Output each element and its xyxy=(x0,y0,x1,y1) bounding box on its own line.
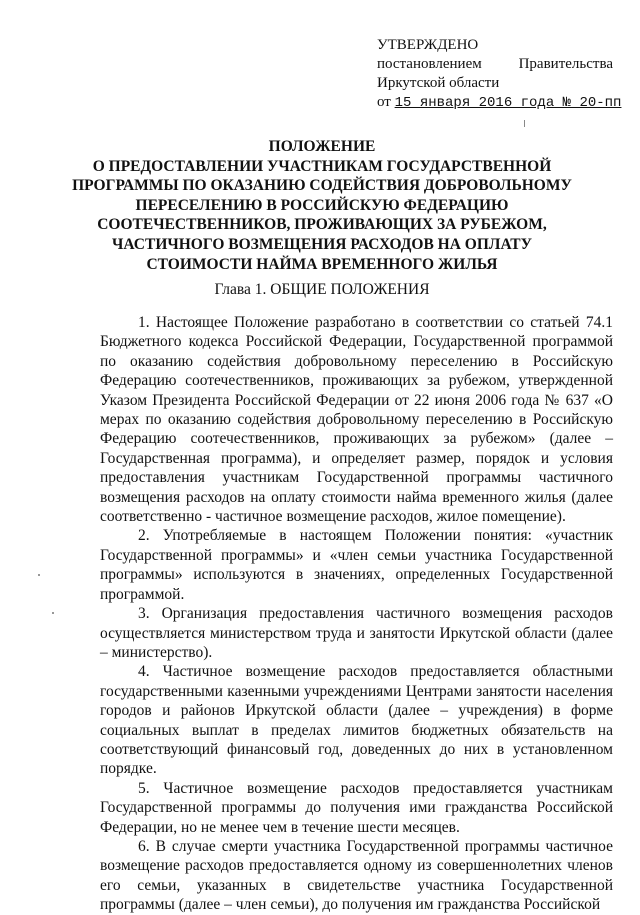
document-title xyxy=(70,137,574,274)
scan-mark xyxy=(524,120,525,127)
scan-speck xyxy=(52,612,54,614)
approval-authority-left: постановлением xyxy=(377,56,482,72)
paragraph-2: 2. Употребляемые в настоящем Положении понятия: «участник Государственной программы» и «член семьи участника Государственной программы» используются в значениях, определенных Государственной программой. xyxy=(100,527,613,603)
title-line-3: ПРОГРАММЫ ПО ОКАЗАНИЮ СОДЕЙСТВИЯ ДОБРОВОЛЬНОМУ xyxy=(72,177,572,195)
title-line-2: О ПРЕДОСТАВЛЕНИИ УЧАСТНИКАМ ГОСУДАРСТВЕННОЙ xyxy=(92,157,552,175)
approval-authority-line xyxy=(377,55,613,74)
paragraph-5: 5. Частичное возмещение расходов предоставляется участникам Государственной программы до получения ими гражданства Российской Федерации, но не менее чем в течение шести месяцев. xyxy=(100,779,613,836)
paragraph-6: 6. В случае смерти участника Государственной программы частичное возмещение расходов предоставляется одному из совершеннолетних членов его семьи, указанных в свидетельстве участника Государственной программы (далее – член семьи), до получения им гражданства Российской xyxy=(100,837,613,914)
paragraph-4: 4. Частичное возмещение расходов предоставляется областными государственными казенными учреждениями Центрами занятости населения городов и районов Иркутской области (далее – учреждения) в форме социальных выплат в пределах лимитов бюджетных обязательств на соответствующий финансовый год, доведенных до них в установленном порядке. xyxy=(100,663,613,778)
document-body xyxy=(100,313,613,915)
scan-speck xyxy=(38,574,40,576)
title-line-6: ЧАСТИЧНОГО ВОЗМЕЩЕНИЯ РАСХОДОВ НА ОПЛАТУ xyxy=(111,235,533,253)
approval-block xyxy=(377,36,622,113)
chapter-heading: Глава 1. ОБЩИЕ ПОЛОЖЕНИЯ xyxy=(214,281,430,298)
approval-date-line xyxy=(377,93,622,113)
approval-date-prefix: от xyxy=(377,94,391,110)
approval-heading: УТВЕРЖДЕНО xyxy=(377,37,479,53)
title-line-7: СТОИМОСТИ НАЙМА ВРЕМЕННОГО ЖИЛЬЯ xyxy=(146,255,498,273)
title-line-1: ПОЛОЖЕНИЕ xyxy=(268,138,376,155)
approval-region: Иркутской области xyxy=(377,75,500,91)
paragraph-1: 1. Настоящее Положение разработано в соответствии со статьей 74.1 Бюджетного кодекса Российской Федерации, Государственной программой по оказанию содействия добровольному переселению в Российскую Федерацию соотечественников, проживающих за рубежом, утвержденной Указом Президента Российской Федерации от 22 июня 2006 года № 637 «О мерах по оказанию содействия добровольному переселению в Российскую Федерацию соотечественников, проживающих за рубежом» (далее – Государственная программа), и определяет размер, порядок и условия предоставления участникам Государственной программы частичного возмещения расходов на оплату стоимости найма временного жилья (далее соответственно - частичное возмещение расходов, жилое помещение). xyxy=(100,314,613,526)
paragraph-3: 3. Организация предоставления частичного возмещения расходов осуществляется министерством труда и занятости Иркутской области (далее – министерство). xyxy=(100,605,613,661)
approval-authority-right: Правительства xyxy=(518,56,613,72)
title-line-5: СООТЕЧЕСТВЕННИКОВ, ПРОЖИВАЮЩИХ ЗА РУБЕЖОМ, xyxy=(97,216,547,234)
title-line-4: ПЕРЕСЕЛЕНИЮ В РОССИЙСКУЮ ФЕДЕРАЦИЮ xyxy=(135,196,509,214)
approval-date-value: 15 января 2016 года № 20-пп xyxy=(394,95,622,111)
